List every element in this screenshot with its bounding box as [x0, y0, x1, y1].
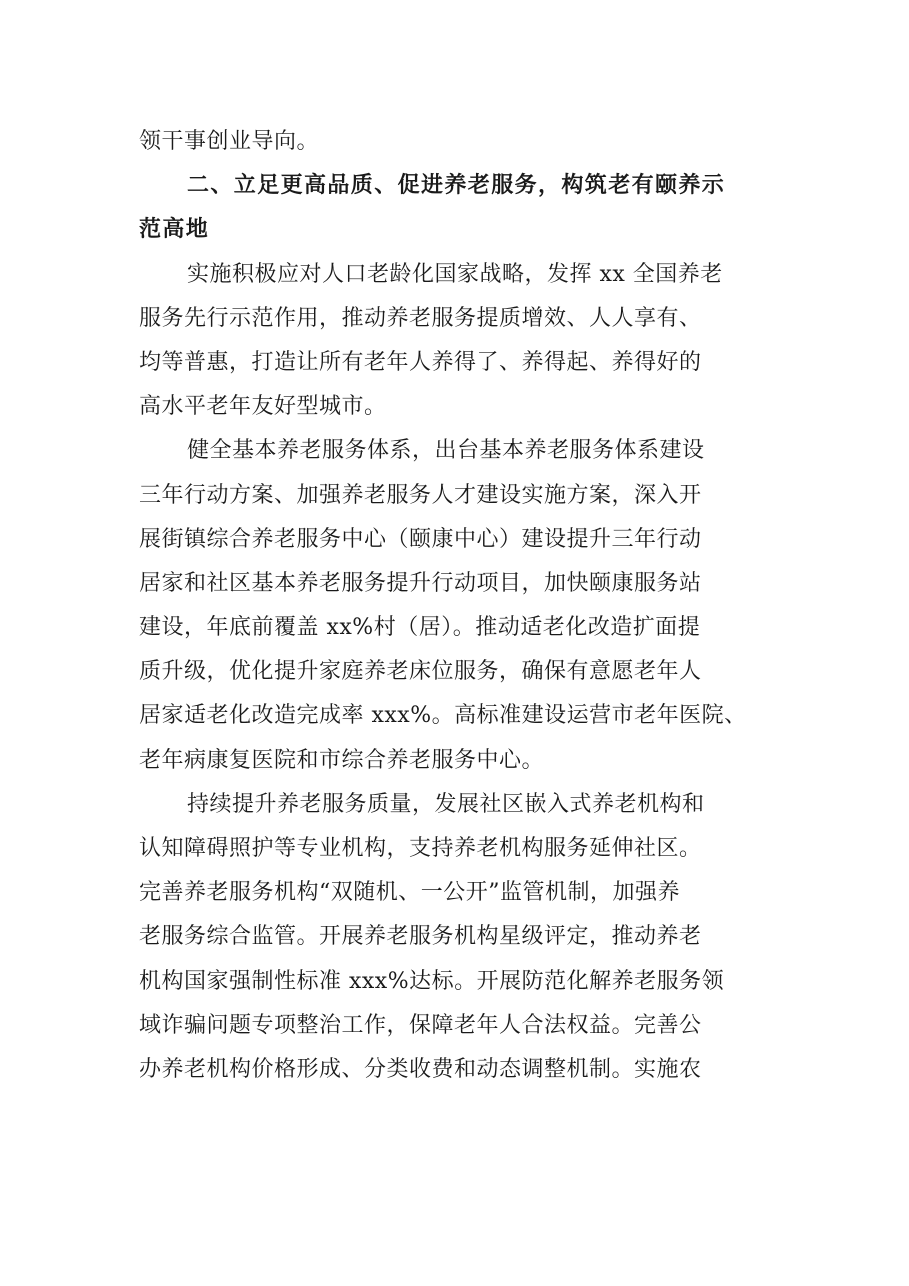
paragraph-3-line: 持续提升养老服务质量，发展社区嵌入式养老机构和 [187, 791, 705, 817]
document-body [139, 120, 779, 1092]
paragraph-2-line: 展街镇综合养老服务中心（颐康中心）建设提升三年行动 [139, 526, 702, 552]
section-heading-line-1: 二、立足更高品质、促进养老服务，构筑老有颐养示 [187, 173, 726, 199]
paragraph-2-line: 居家和社区基本养老服务提升行动项目，加快颐康服务站 [139, 570, 702, 596]
paragraph-1-line: 服务先行示范作用，推动养老服务提质增效、人人享有、 [139, 305, 702, 331]
paragraph-1-line: 均等普惠，打造让所有老年人养得了、养得起、养得好的 [139, 349, 702, 375]
paragraph-2-line: 居家适老化改造完成率 xxx%。高标准建设运营市老年医院、 [139, 703, 747, 729]
paragraph-1-line: 实施积极应对人口老龄化国家战略，发挥 xx 全国养老 [187, 261, 723, 287]
paragraph-2-line: 建设，年底前覆盖 xx%村（居）。推动适老化改造扩面提 [139, 615, 701, 641]
paragraph-3-line: 机构国家强制性标准 xxx%达标。开展防范化解养老服务领 [139, 968, 725, 994]
paragraph-3-line: 认知障碍照护等专业机构，支持养老机构服务延伸社区。 [139, 836, 702, 861]
paragraph-3-line: 老服务综合监管。开展养老服务机构星级评定，推动养老 [139, 924, 702, 950]
paragraph-3-line: 域诈骗问题专项整治工作，保障老年人合法权益。完善公 [139, 1012, 702, 1038]
paragraph-2-line: 老年病康复医院和市综合养老服务中心。 [139, 747, 545, 773]
section-heading-line-2: 范高地 [139, 217, 210, 243]
paragraph-3-line: 完善养老服务机构“双随机、一公开”监管机制，加强养 [139, 880, 680, 906]
paragraph-2-line: 健全基本养老服务体系，出台基本养老服务体系建设 [187, 438, 705, 464]
paragraph-1-line: 高水平老年友好型城市。 [139, 394, 387, 420]
continuation-line: 领干事创业导向。 [139, 129, 320, 154]
paragraph-2-line: 三年行动方案、加强养老服务人才建设实施方案，深入开 [139, 482, 702, 508]
paragraph-2-line: 质升级，优化提升家庭养老床位服务，确保有意愿老年人 [139, 659, 702, 685]
paragraph-3-line: 办养老机构价格形成、分类收费和动态调整机制。实施农 [139, 1056, 702, 1082]
